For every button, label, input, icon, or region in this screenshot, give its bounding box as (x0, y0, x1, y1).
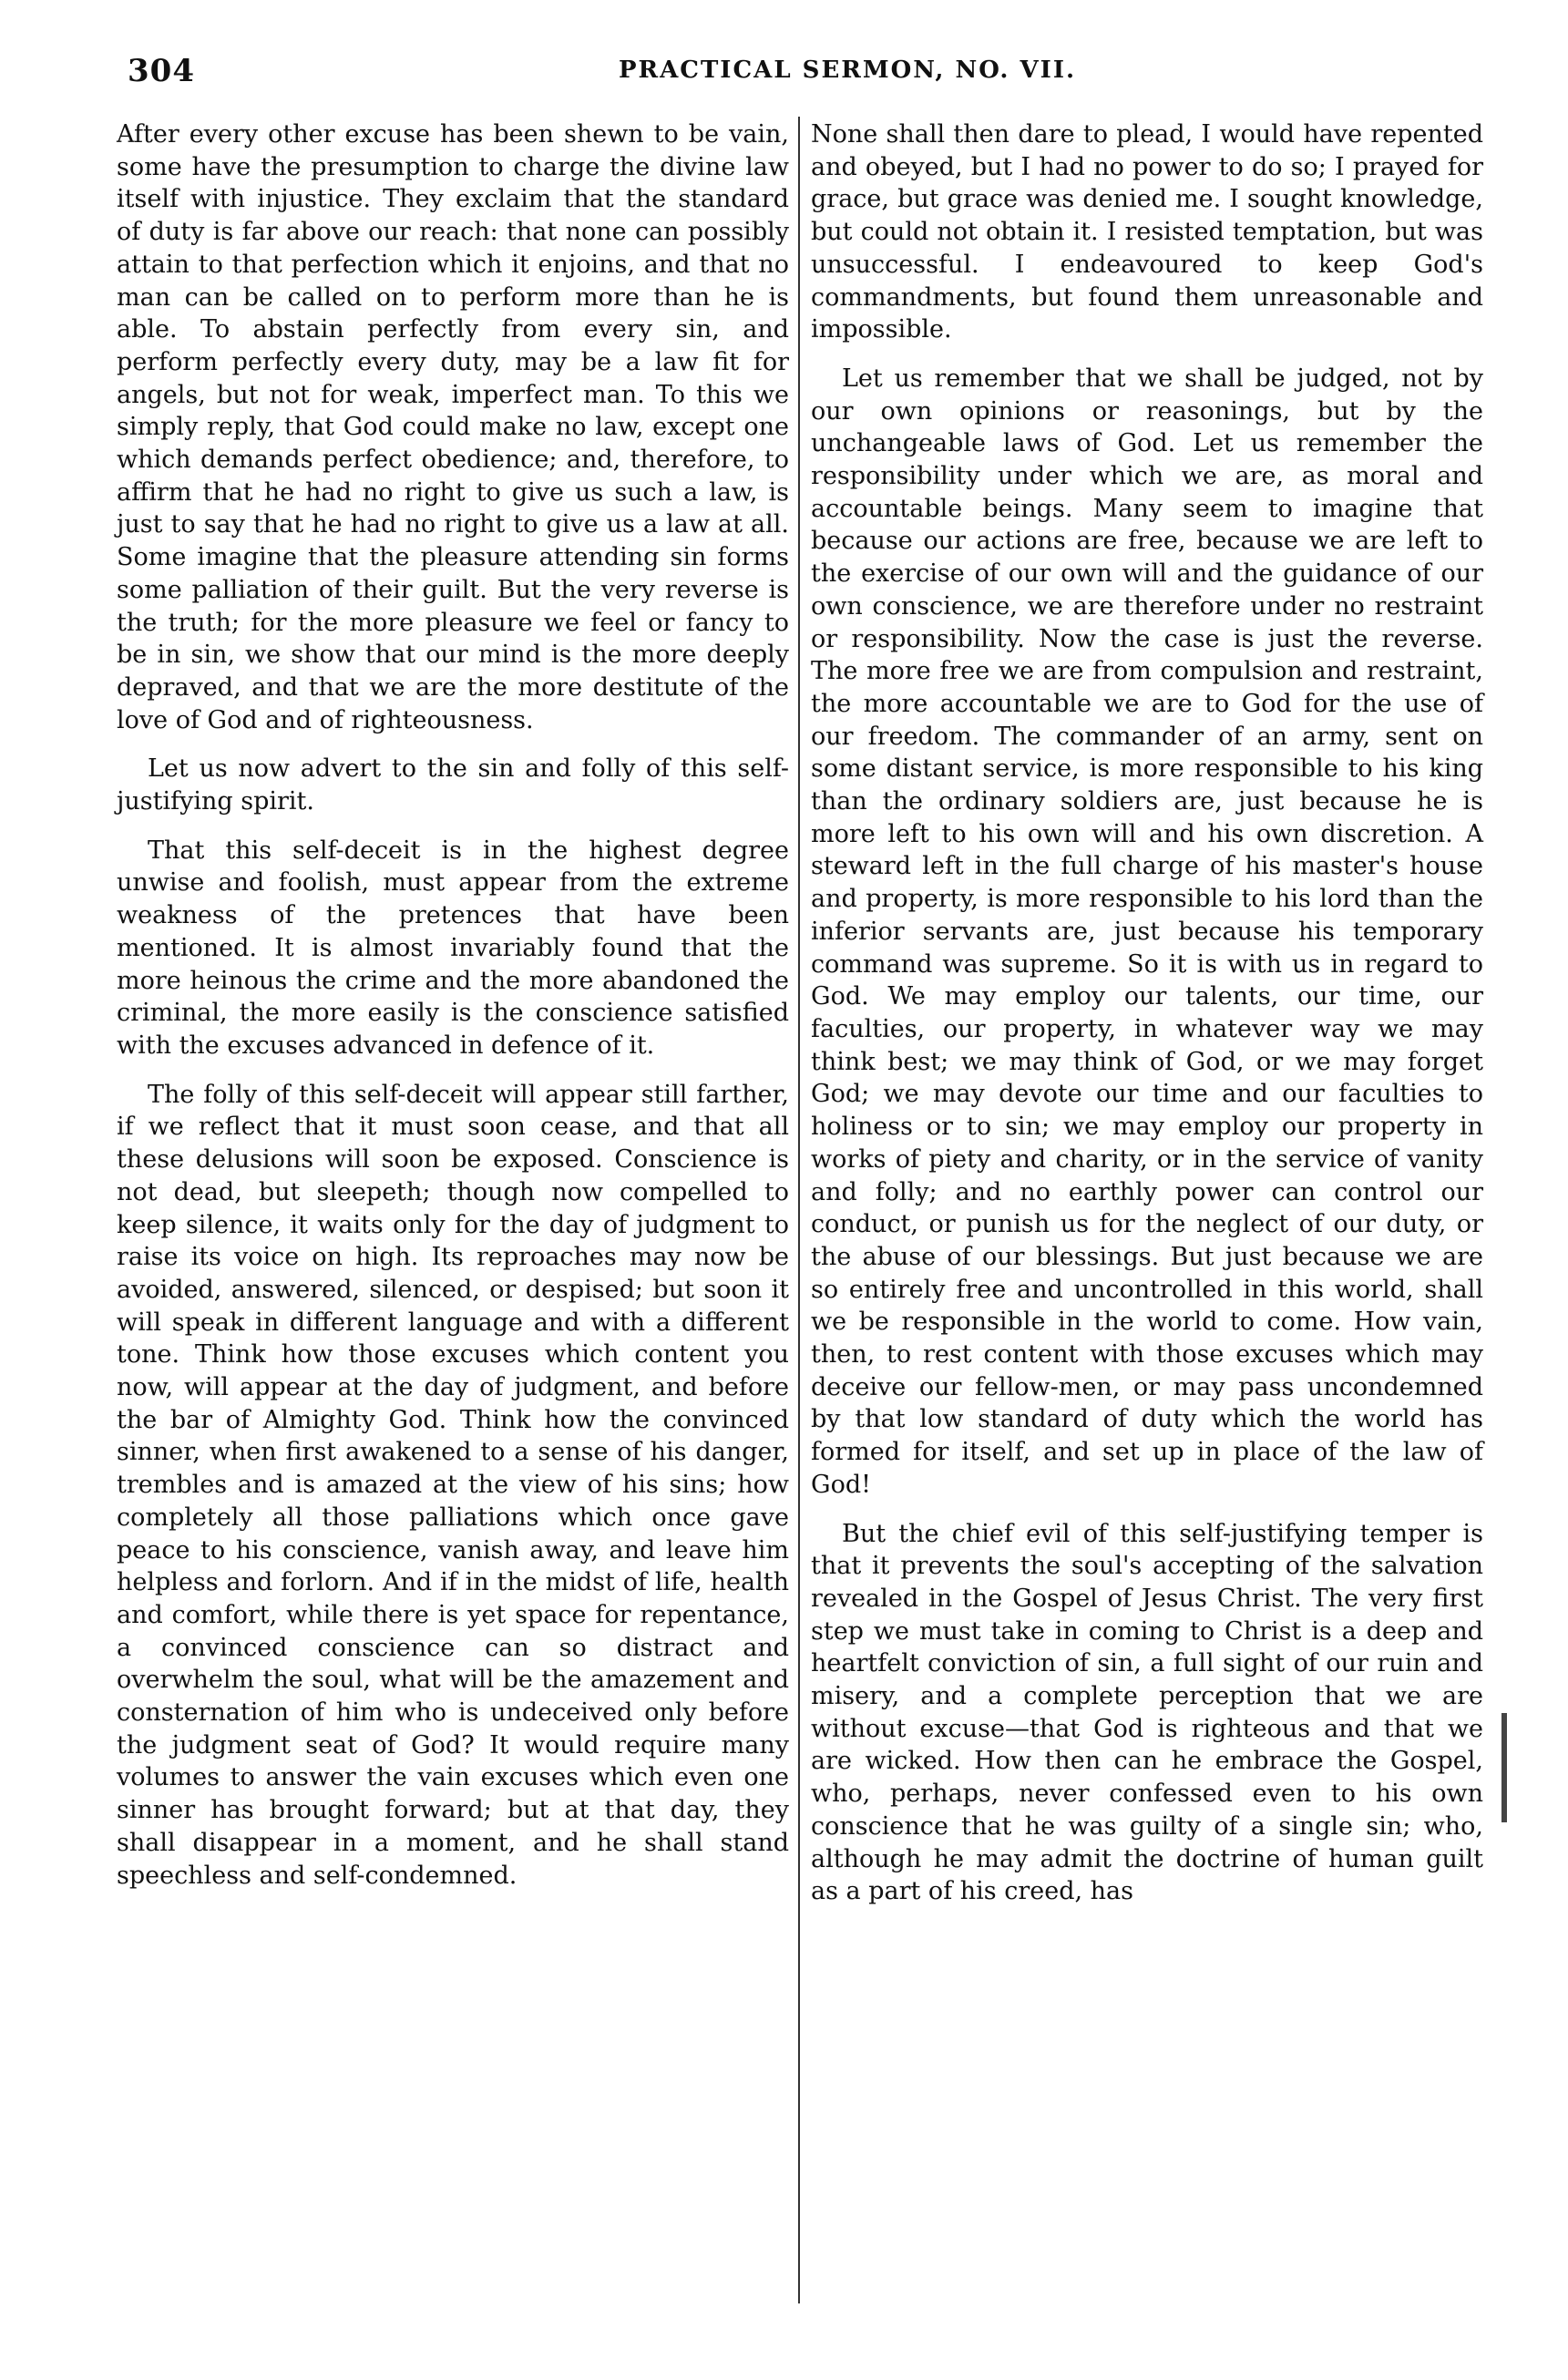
paragraph: That this self-deceit is in the highest degree unwise and foolish, must appear from the extreme weakness of the pretences that have been mentioned. It is almost invariably found that the more heinous the crime and the more abandoned the criminal, the more easily is the conscience satisfied with the excuses advanced in defence of it. (117, 836, 789, 1060)
paragraph: None shall then dare to plead, I would have repented and obeyed, but I had no power to do so; I prayed for grace, but grace was denied me. I sought knowledge, but could not obtain it. I resisted temptation, but was unsuccessful. I endeavoured to keep God's commandments, but found them unreasonable and impossible. (811, 120, 1483, 344)
left-column (117, 118, 789, 1908)
paragraph: The folly of this self-deceit will appear still farther, if we reflect that it must soon cease, and that all these delusions will soon be exposed. Conscience is not dead, but sleepeth; though now compelled to keep silence, it waits only for the day of judgment to raise its voice on high. Its reproaches may now be avoided, answered, silenced, or despised; but soon it will speak in different language and with a different tone. Think how those excuses which content you now, will appear at the day of judgment, and before the bar of Almighty God. Think how the convinced sinner, when first awakened to a sense of his danger, trembles and is amazed at the view of his sins; how completely all those palliations which once gave peace to his conscience, vanish away, and leave him helpless and forlorn. And if in the midst of life, health and comfort, while there is yet space for repentance, a convinced conscience can so distract and overwhelm the soul, what will be the amazement and consternation of him who is undeceived only before the judgment seat of God? It would require many volumes to answer the vain excuses which even one sinner has brought forward; but at that day, they shall disappear in a moment, and he shall stand speechless and self-condemned. (117, 1080, 789, 1890)
running-head: PRACTICAL SERMON, NO. VII. (618, 56, 1077, 84)
paragraph: Let us now advert to the sin and folly of this self-justifying spirit. (117, 754, 789, 816)
margin-scan-mark (1501, 1713, 1507, 1822)
right-column (811, 118, 1483, 1924)
paragraph: But the chief evil of this self-justifying temper is that it prevents the soul's accepting of the salvation revealed in the Gospel of Jesus Christ. The very first step we must take in coming to Christ is a deep and heartfelt conviction of sin, a full sight of our ruin and misery, and a complete perception that we are without excuse—that God is righteous and that we are wicked. How then can he embrace the Gospel, who, perhaps, never confessed even to his own conscience that he was guilty of a single sin; who, although he may admit the doctrine of human guilt as a part of his creed, has (811, 1519, 1483, 1906)
paragraph: After every other excuse has been shewn to be vain, some have the presumption to charge the divine law itself with injustice. They exclaim that the standard of duty is far above our reach: that none can possibly attain to that perfection which it enjoins, and that no man can be called on to perform more than he is able. To abstain perfectly from every sin, and perform perfectly every duty, may be a law fit for angels, but not for weak, imperfect man. To this we simply reply, that God could make no law, except one which demands perfect obedience; and, therefore, to affirm that he had no right to give us such a law, is just to say that he had no right to give us a law at all. Some imagine that the pleasure attending sin forms some palliation of their guilt. But the very reverse is the truth; for the more pleasure we feel or fancy to be in sin, we show that our mind is the more deeply depraved, and that we are the more destitute of the love of God and of righteousness. (117, 120, 789, 734)
paragraph: Let us remember that we shall be judged, not by our own opinions or reasonings, but by the unchangeable laws of God. Let us remember the responsibility under which we are, as moral and accountable beings. Many seem to imagine that because our actions are free, because we are left to the exercise of our own will and the guidance of our own conscience, we are therefore under no restraint or responsibility. Now the case is just the reverse. The more free we are from compulsion and restraint, the more accountable we are to God for the use of our freedom. The commander of an army, sent on some distant service, is more responsible to his king than the ordinary soldiers are, just because he is more left to his own will and his own discretion. A steward left in the full charge of his master's house and property, is more responsible to his lord than the inferior servants are, just because his temporary command was supreme. So it is with us in regard to God. We may employ our talents, our time, our faculties, our property, in whatever way we may think best; we may think of God, or we may forget God; we may devote our time and our faculties to holiness or to sin; we may employ our property in works of piety and charity, or in the service of vanity and folly; and no earthly power can control our conduct, or punish us for the neglect of our duty, or the abuse of our blessings. But just because we are so entirely free and uncontrolled in this world, shall we be responsible in the world to come. How vain, then, to rest content with those excuses which may deceive our fellow-men, or may pass uncondemned by that low standard of duty which the world has formed for itself, and set up in place of the law of God! (811, 364, 1483, 1499)
column-divider (798, 117, 800, 2303)
page-number: 304 (128, 53, 195, 89)
